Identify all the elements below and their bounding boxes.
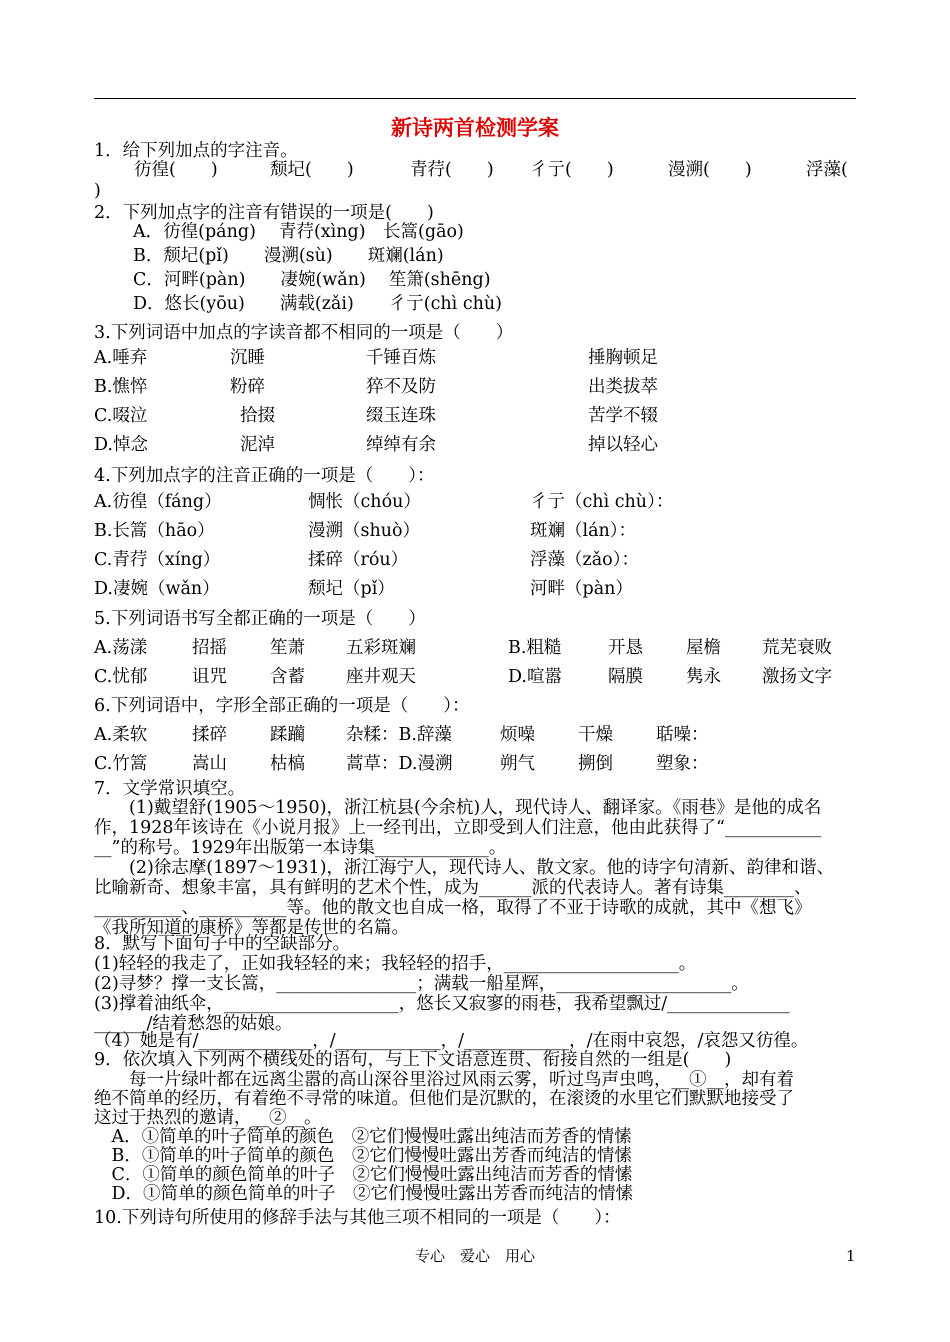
q5-cell: 座井观天 [346, 667, 416, 687]
q7-line: (1)戴望舒(1905～1950)，浙江杭县(今余杭)人，现代诗人、翻译家。《雨巷》是他的成名 [94, 798, 822, 818]
q5-cell: D.喧嚣 [508, 667, 562, 687]
q4-cell: 颓圮（pǐ） [308, 579, 395, 599]
q2-option-b: B．颓圮(pǐ) 漫溯(sù) 斑斓(lán) [133, 246, 444, 266]
q6-cell: 枯槁 [270, 754, 305, 774]
q7-line: 作，1928年该诗在《小说月报》上一经刊出，立即受到人们注意，他由此获得了“___________ [94, 818, 822, 838]
q6-cell: 塑象： [656, 754, 709, 774]
q3-row [94, 433, 856, 457]
q9-option-c: C．①简单的颜色简单的叶子 ②它们慢慢吐露出纯洁而芳香的情愫 [94, 1165, 633, 1185]
q6-cell: C.竹篙 [94, 754, 148, 774]
q9-option-a: A．①简单的叶子简单的颜色 ②它们慢慢吐露出纯洁而芳香的情愫 [94, 1127, 632, 1147]
q3-cell: B.憔悴 [94, 377, 148, 397]
q6-cell: A.柔软 [94, 725, 148, 745]
q6-cell: 揉碎 [192, 725, 227, 745]
q4-row [94, 577, 856, 601]
q3-cell: 泥淖 [240, 435, 275, 455]
q7-line: __”的称号。1929年出版第一本诗集_____________。 [94, 838, 507, 858]
q4-cell: A.彷徨（fáng） [94, 492, 222, 512]
q4-cell: 惆怅（chóu） [308, 492, 421, 512]
q3-cell: 猝不及防 [366, 377, 436, 397]
q6-cell: 嵩山 [192, 754, 227, 774]
q4-cell: D.凄婉（wǎn） [94, 579, 220, 599]
q8-line: (3)撑着油纸伞，____________________，悠长又寂寥的雨巷，我希望飘过/______________ [94, 994, 790, 1014]
q4-stem: 4.下列加点字的注音正确的一项是（ ）： [94, 466, 435, 486]
q6-row [94, 752, 856, 776]
q5-cell: 开恳 [608, 638, 643, 658]
q3-cell: 沉睡 [230, 348, 265, 368]
q7-line: 《我所知道的康桥》等都是传世的名篇。 [94, 918, 409, 938]
q8-line: (1)轻轻的我走了，正如我轻轻的来；我轻轻的招手，____________________。 [94, 954, 697, 974]
q2-option-a: A．彷徨(páng) 青荇(xìng) 长篙(gāo) [133, 222, 464, 242]
q10-stem: 10.下列诗句所使用的修辞手法与其他三项不相同的一项是（ ）： [94, 1208, 621, 1228]
q2-stem: 2．下列加点字的注音有错误的一项是( ) [94, 203, 434, 223]
q4-cell: C.青荇（xíng） [94, 550, 221, 570]
q1-item: 颓圮( ) [270, 160, 354, 180]
q3-cell: 拾掇 [240, 406, 275, 426]
q4-row [94, 548, 856, 572]
q6-cell: 搠倒 [578, 754, 613, 774]
q5-cell: 招摇 [192, 638, 227, 658]
q3-cell: D.悼念 [94, 435, 148, 455]
q4-row [94, 519, 856, 543]
q6-cell: 朔气 [500, 754, 535, 774]
q5-cell: 诅咒 [192, 667, 227, 687]
q5-cell: 隽永 [686, 667, 721, 687]
q1-item: 浮藻( [806, 160, 848, 180]
q3-cell: A.唾弃 [94, 348, 148, 368]
q5-cell: 激扬文字 [762, 667, 832, 687]
q9-option-d: D．①简单的颜色简单的叶子 ②它们慢慢吐露出芳香而纯洁的情愫 [94, 1184, 634, 1204]
q5-cell: A.荡漾 [94, 638, 148, 658]
q9-line: 这过于热烈的邀请，__②__。 [94, 1108, 322, 1128]
page-title: 新诗两首检测学案 [391, 116, 559, 140]
q6-stem: 6.下列词语中，字形全部正确的一项是（ ）： [94, 696, 470, 716]
q5-cell: 含蓄 [270, 667, 305, 687]
q6-cell: 烦噪 [500, 725, 535, 745]
q4-cell: 彳亍（chì chù）： [530, 492, 674, 512]
q1-items [94, 158, 856, 182]
q1-item: 彷徨( ) [134, 160, 218, 180]
q5-cell: C.忧郁 [94, 667, 148, 687]
q4-cell: 漫溯（shuò） [308, 521, 421, 541]
q7-line: (2)徐志摩(1897～1931)，浙江海宁人，现代诗人、散文家。他的诗字句清新、韵律和谐、 [94, 858, 835, 878]
q8-stem: 8．默写下面句子中的空缺部分。 [94, 934, 351, 954]
q3-row [94, 375, 856, 399]
q6-cell: 干燥 [578, 725, 613, 745]
q3-cell: 粉碎 [230, 377, 265, 397]
q7-line: __________、__________等。他的散文也自成一格，取得了不亚于诗歌的成就，其中《想飞》 [94, 898, 812, 918]
q5-cell: 五彩斑斓 [346, 638, 416, 658]
q8-line: （4）她是有/_____________，/____________，/____________，/在雨中哀怨，/哀怨又彷徨。 [94, 1031, 809, 1051]
q3-row [94, 404, 856, 428]
page-number: 1 [846, 1247, 856, 1265]
q3-cell: 绰绰有余 [366, 435, 436, 455]
q5-cell: 屋檐 [686, 638, 721, 658]
q1-item: 彳亍( ) [530, 160, 614, 180]
q4-cell: 河畔（pàn） [530, 579, 633, 599]
q3-cell: 千锤百炼 [366, 348, 436, 368]
footer-motto: 专心 爱心 用心 [414, 1247, 535, 1265]
q8-line: ______/结着愁怨的姑娘。 [94, 1014, 293, 1034]
q4-cell: B.长篙（hāo） [94, 521, 215, 541]
q3-cell: 捶胸顿足 [588, 348, 658, 368]
header-rule [94, 98, 856, 99]
q5-cell: 荒芜衰败 [762, 638, 832, 658]
q3-cell: 掉以轻心 [588, 435, 658, 455]
q5-row [94, 665, 856, 689]
q1-stem: 1．给下列加点的字注音。 [94, 141, 298, 161]
q5-row [94, 636, 856, 660]
q4-row [94, 490, 856, 514]
q3-cell: 苦学不辍 [588, 406, 658, 426]
q4-cell: 揉碎（róu） [308, 550, 409, 570]
q3-row [94, 346, 856, 370]
q9-line: 绝不简单的经历，有着绝不寻常的味道。但他们是沉默的，在滚烫的水里它们默默地接受了 [94, 1089, 794, 1109]
q9-line: 每一片绿叶都在远离尘嚣的高山深谷里浴过风雨云雾，听过鸟声虫鸣，__①__，却有着 [94, 1070, 794, 1090]
q3-stem: 3.下列词语中加点的字读音都不相同的一项是（ ） [94, 323, 514, 343]
q3-cell: 出类拔萃 [588, 377, 658, 397]
q8-line: (2)寻梦？撑一支长篙，________________；满载一船星辉，____________________。 [94, 974, 749, 994]
q5-cell: B.粗糙 [508, 638, 562, 658]
q2-option-d: D．悠长(yōu) 满载(zǎi) 彳亍(chì chù) [133, 294, 503, 314]
q5-cell: 隔膜 [608, 667, 643, 687]
q7-line: 比喻新奇、想象丰富，具有鲜明的艺术个性，成为______派的代表诗人。著有诗集________、 [94, 878, 812, 898]
q4-cell: 斑斓（lán）： [530, 521, 637, 541]
q1-tail: ) [94, 181, 101, 201]
q6-cell: 蒿草：D.漫溯 [346, 754, 453, 774]
q6-row [94, 723, 856, 747]
q5-stem: 5.下列词语书写全都正确的一项是（ ） [94, 609, 426, 629]
q2-option-c: C．河畔(pàn) 凄婉(wǎn) 笙箫(shēng) [133, 270, 491, 290]
q1-item: 青荇( ) [410, 160, 494, 180]
q7-stem: 7．文学常识填空。 [94, 779, 246, 799]
q4-cell: 浮藻（zǎo）： [530, 550, 639, 570]
q3-cell: 缀玉连珠 [366, 406, 436, 426]
q5-cell: 笙萧 [270, 638, 305, 658]
q6-cell: 蹂躏 [270, 725, 305, 745]
q6-cell: 杂糅：B.辞藻 [346, 725, 452, 745]
q9-stem: 9．依次填入下列两个横线处的语句，与上下文语意连贯、衔接自然的一组是( ) [94, 1050, 732, 1070]
q6-cell: 聒噪： [656, 725, 709, 745]
q3-cell: C.啜泣 [94, 406, 148, 426]
q1-item: 漫溯( ) [668, 160, 752, 180]
q9-option-b: B．①简单的叶子简单的颜色 ②它们慢慢吐露出芳香而纯洁的情愫 [94, 1146, 632, 1166]
